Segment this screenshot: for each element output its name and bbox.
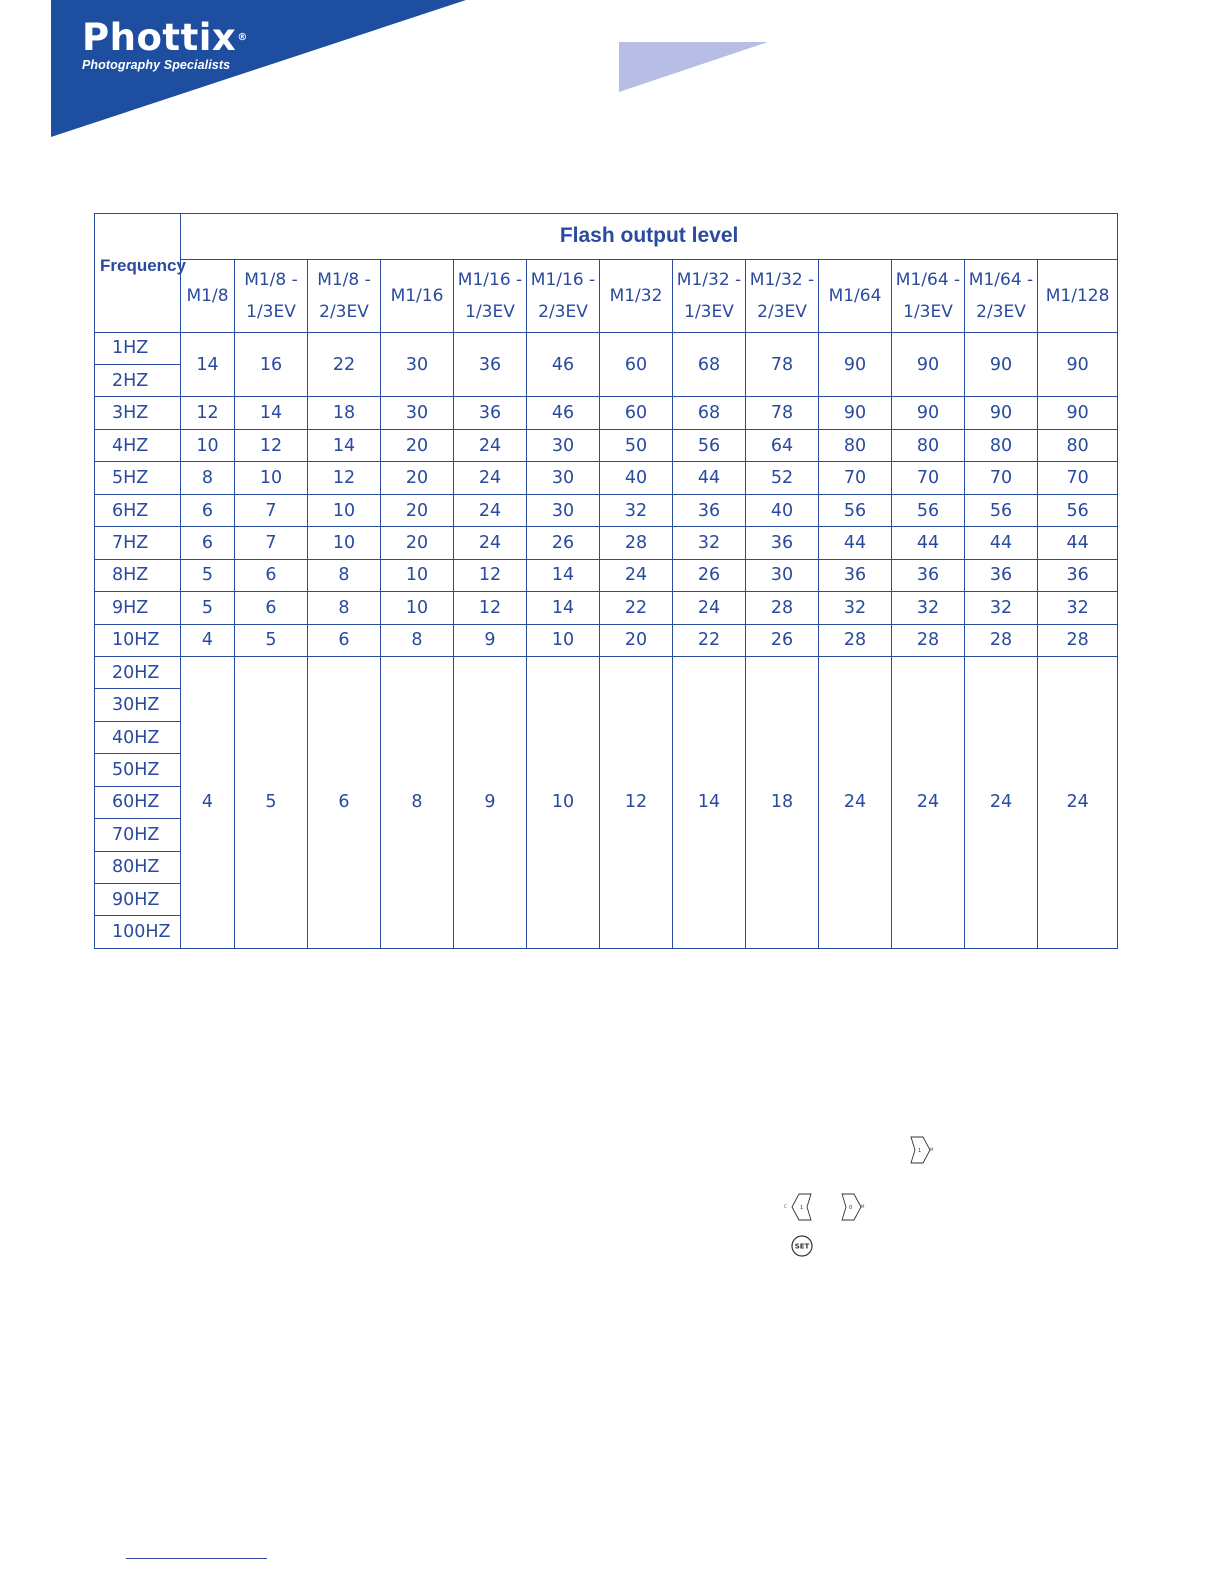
column-header-line: 2/3EV [976,301,1026,322]
column-header-line: M1/64 - [968,269,1034,290]
output-value-cell: 36 [454,332,527,397]
output-value-cell: 28 [1038,624,1118,656]
output-value-cell: 8 [308,559,381,591]
column-header-line: 1/3EV [903,301,953,322]
output-value-cell: 30 [746,559,819,591]
output-value-cell: 12 [600,656,673,948]
column-header-line: M1/8 [186,285,229,306]
table-row [95,656,1118,688]
output-value-cell: 28 [600,527,673,559]
output-value-cell: 32 [965,592,1038,624]
flash-output-table [94,213,1118,949]
svg-text:0: 0 [849,1205,853,1211]
table-row [95,624,1118,656]
output-value-cell: 68 [673,397,746,429]
output-value-cell: 12 [235,429,308,461]
output-value-cell: 10 [181,429,235,461]
output-value-cell: 8 [181,462,235,494]
column-header-line: M1/32 - [676,269,742,290]
set-button-icon [790,1234,814,1258]
output-value-cell: 9 [454,656,527,948]
column-header-line: M1/16 - [457,269,523,290]
output-value-cell: 78 [746,397,819,429]
frequency-cell: 70HZ [95,819,181,851]
column-header [600,259,673,332]
output-value-cell: 50 [600,429,673,461]
output-value-cell: 80 [892,429,965,461]
output-value-cell: 90 [965,332,1038,397]
output-value-cell: 68 [673,332,746,397]
column-header-line: 2/3EV [757,301,807,322]
output-value-cell: 22 [600,592,673,624]
output-value-cell: 5 [235,656,308,948]
column-header [527,259,600,332]
output-value-cell: 5 [235,624,308,656]
output-value-cell: 24 [454,527,527,559]
column-header-line: M1/16 - [530,269,596,290]
output-value-cell: 44 [892,527,965,559]
output-value-cell: 12 [454,559,527,591]
output-value-cell: 5 [181,592,235,624]
output-value-cell: 44 [1038,527,1118,559]
output-value-cell: 24 [454,462,527,494]
column-header-line: M1/8 - [244,269,298,290]
registered-mark: ® [237,32,248,43]
column-header-line: M1/64 [828,285,882,306]
output-value-cell: 56 [965,494,1038,526]
output-value-cell: 8 [381,656,454,948]
frequency-cell: 60HZ [95,786,181,818]
frequency-cell: 7HZ [95,527,181,559]
output-value-cell: 18 [308,397,381,429]
output-value-cell: 32 [673,527,746,559]
frequency-cell: 10HZ [95,624,181,656]
svg-text:1: 1 [800,1205,804,1211]
output-value-cell: 6 [308,624,381,656]
column-header [819,259,892,332]
output-value-cell: 6 [235,592,308,624]
output-value-cell: 36 [1038,559,1118,591]
output-value-cell: 28 [965,624,1038,656]
output-value-cell: 12 [308,462,381,494]
flash-output-header: Flash output level [181,214,1118,260]
output-value-cell: 90 [1038,397,1118,429]
output-value-cell: 32 [1038,592,1118,624]
column-header-line: 2/3EV [538,301,588,322]
output-value-cell: 14 [308,429,381,461]
output-value-cell: 56 [673,429,746,461]
output-value-cell: 5 [181,559,235,591]
output-value-cell: 8 [308,592,381,624]
table-row [95,397,1118,429]
output-value-cell: 9 [454,624,527,656]
frequency-cell: 20HZ [95,656,181,688]
column-header [381,259,454,332]
column-header-line: 1/3EV [465,301,515,322]
output-value-cell: 32 [892,592,965,624]
column-header-line: M1/32 [609,285,663,306]
output-value-cell: 40 [746,494,819,526]
left-arrow-button-icon [784,1192,816,1222]
output-value-cell: 18 [746,656,819,948]
table-row [95,592,1118,624]
output-value-cell: 32 [819,592,892,624]
header-row [95,214,1118,260]
frequency-cell: 30HZ [95,689,181,721]
output-value-cell: 36 [746,527,819,559]
output-value-cell: 30 [381,397,454,429]
frequency-cell: 50HZ [95,754,181,786]
set-button-label: SET [794,1242,810,1251]
output-value-cell: 20 [381,462,454,494]
output-value-cell: 28 [746,592,819,624]
output-value-cell: 14 [235,397,308,429]
output-value-cell: 26 [673,559,746,591]
column-header [454,259,527,332]
output-value-cell: 24 [454,494,527,526]
output-value-cell: 70 [892,462,965,494]
column-header-line: 1/3EV [684,301,734,322]
output-value-cell: 6 [181,527,235,559]
footnote-rule [126,1558,267,1559]
output-value-cell: 24 [1038,656,1118,948]
output-value-cell: 64 [746,429,819,461]
table-row [95,559,1118,591]
output-value-cell: 80 [965,429,1038,461]
output-value-cell: 28 [819,624,892,656]
frequency-cell: 80HZ [95,851,181,883]
table-row [95,429,1118,461]
column-header [746,259,819,332]
output-value-cell: 14 [527,592,600,624]
column-header [673,259,746,332]
column-header [181,259,235,332]
output-value-cell: 24 [819,656,892,948]
output-value-cell: 14 [527,559,600,591]
output-value-cell: 26 [527,527,600,559]
output-value-cell: 16 [235,332,308,397]
output-value-cell: 6 [308,656,381,948]
column-header-line: M1/32 - [749,269,815,290]
column-header [235,259,308,332]
output-value-cell: 46 [527,397,600,429]
output-value-cell: 60 [600,397,673,429]
output-value-cell: 20 [381,527,454,559]
output-value-cell: 6 [235,559,308,591]
column-header-line: 1/3EV [246,301,296,322]
output-value-cell: 56 [1038,494,1118,526]
output-value-cell: 20 [600,624,673,656]
column-header [892,259,965,332]
column-header-line: M1/16 [390,285,444,306]
output-value-cell: 20 [381,494,454,526]
frequency-cell: 4HZ [95,429,181,461]
output-value-cell: 52 [746,462,819,494]
output-value-cell: 14 [673,656,746,948]
column-header [965,259,1038,332]
frequency-cell: 9HZ [95,592,181,624]
output-value-cell: 44 [965,527,1038,559]
output-value-cell: 10 [381,559,454,591]
output-value-cell: 90 [819,397,892,429]
output-value-cell: 56 [892,494,965,526]
output-value-cell: 24 [673,592,746,624]
svg-text:M: M [930,1147,934,1152]
output-value-cell: 36 [819,559,892,591]
output-value-cell: 12 [181,397,235,429]
table-row [95,494,1118,526]
output-value-cell: 30 [527,494,600,526]
svg-text:C: C [784,1204,787,1209]
output-value-cell: 46 [527,332,600,397]
output-value-cell: 10 [308,494,381,526]
output-value-cell: 60 [600,332,673,397]
output-value-cell: 90 [819,332,892,397]
output-value-cell: 40 [600,462,673,494]
output-value-cell: 4 [181,624,235,656]
frequency-cell: 5HZ [95,462,181,494]
frequency-header: Frequency [95,214,181,333]
output-value-cell: 10 [235,462,308,494]
frequency-cell: 2HZ [95,365,181,397]
frequency-cell: 100HZ [95,916,181,949]
brand-tagline: Photography Specialists [82,58,231,72]
output-value-cell: 70 [965,462,1038,494]
output-value-cell: 90 [892,332,965,397]
frequency-cell: 8HZ [95,559,181,591]
brand-name: Phottix [82,16,237,59]
right-arrow-button-icon-2 [838,1192,870,1222]
output-value-cell: 22 [308,332,381,397]
output-value-cell: 44 [819,527,892,559]
output-value-cell: 10 [527,624,600,656]
brand-logo [82,18,248,72]
column-header [1038,259,1118,332]
output-value-cell: 80 [1038,429,1118,461]
output-value-cell: 8 [381,624,454,656]
output-value-cell: 7 [235,494,308,526]
output-value-cell: 14 [181,332,235,397]
column-header-line: 2/3EV [319,301,369,322]
output-value-cell: 36 [892,559,965,591]
output-value-cell: 10 [308,527,381,559]
output-value-cell: 32 [600,494,673,526]
frequency-cell: 90HZ [95,884,181,916]
table-row [95,527,1118,559]
frequency-cell: 40HZ [95,721,181,753]
output-value-cell: 44 [673,462,746,494]
output-value-cell: 28 [892,624,965,656]
output-value-cell: 36 [673,494,746,526]
output-value-cell: 56 [819,494,892,526]
column-header-line: M1/8 - [317,269,371,290]
output-value-cell: 24 [600,559,673,591]
output-value-cell: 4 [181,656,235,948]
output-value-cell: 70 [1038,462,1118,494]
right-arrow-button-icon [906,1134,938,1166]
accent-triangle [619,42,768,92]
output-value-cell: 36 [454,397,527,429]
output-value-cell: 30 [527,429,600,461]
output-value-cell: 10 [381,592,454,624]
output-value-cell: 90 [1038,332,1118,397]
output-value-cell: 26 [746,624,819,656]
output-value-cell: 80 [819,429,892,461]
output-value-cell: 90 [965,397,1038,429]
output-value-cell: 30 [381,332,454,397]
column-header [308,259,381,332]
output-value-cell: 6 [181,494,235,526]
output-value-cell: 24 [965,656,1038,948]
output-value-cell: 24 [892,656,965,948]
svg-text:M: M [861,1204,865,1209]
output-value-cell: 36 [965,559,1038,591]
svg-text:1: 1 [918,1148,922,1154]
frequency-cell: 3HZ [95,397,181,429]
column-header-line: M1/128 [1045,285,1110,306]
output-value-cell: 90 [892,397,965,429]
output-value-cell: 20 [381,429,454,461]
column-header-row [95,259,1118,332]
output-value-cell: 24 [454,429,527,461]
output-value-cell: 12 [454,592,527,624]
output-value-cell: 7 [235,527,308,559]
output-value-cell: 70 [819,462,892,494]
output-value-cell: 22 [673,624,746,656]
column-header-line: M1/64 - [895,269,961,290]
frequency-cell: 1HZ [95,332,181,364]
output-value-cell: 10 [527,656,600,948]
table-row [95,332,1118,364]
output-value-cell: 30 [527,462,600,494]
frequency-cell: 6HZ [95,494,181,526]
output-value-cell: 78 [746,332,819,397]
table-row [95,462,1118,494]
